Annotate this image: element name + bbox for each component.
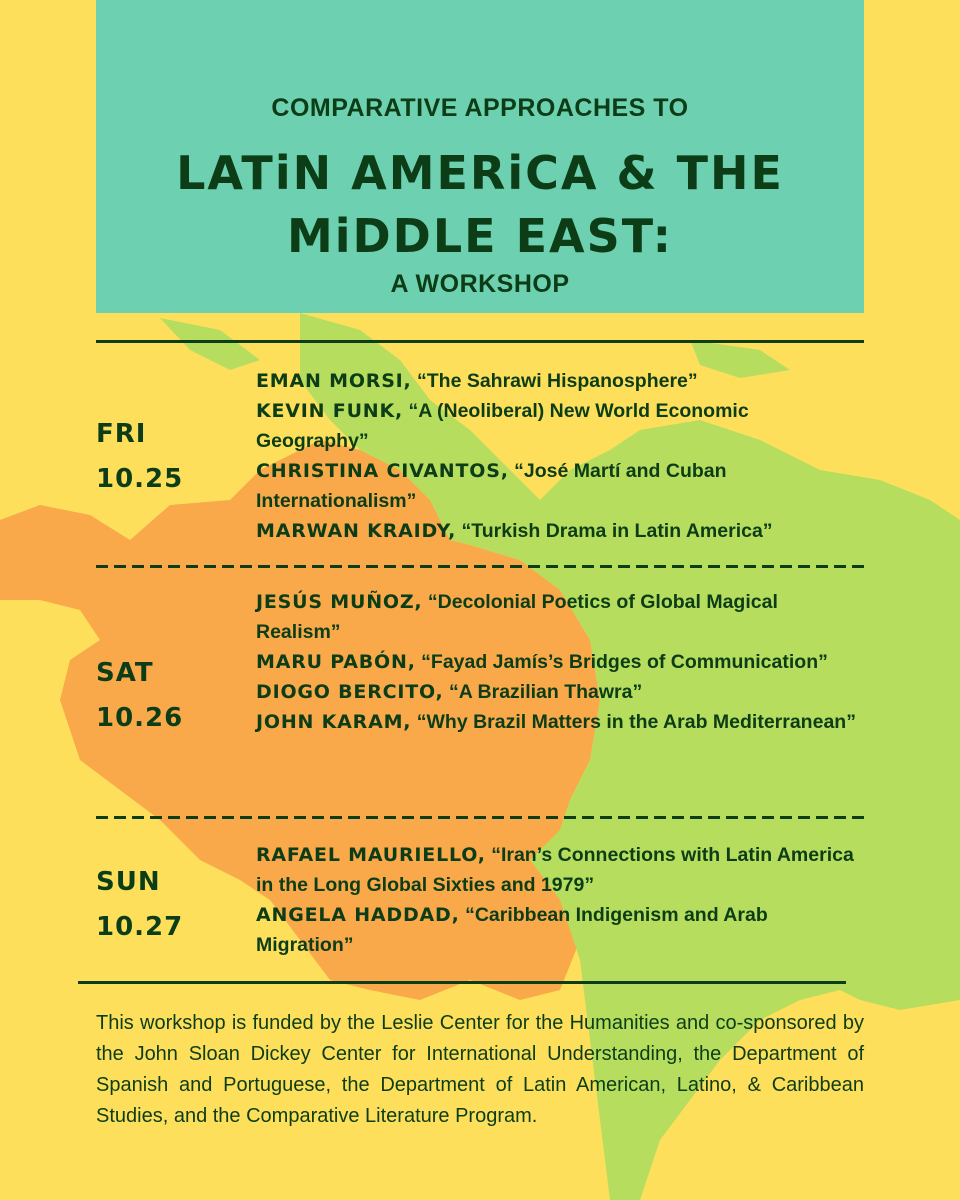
- day-label-sat: [96, 651, 183, 741]
- talk-title: “José Martí and Cuban Internationalism”: [256, 460, 727, 512]
- speaker-name: CHRISTINA CIVANTOS,: [256, 460, 509, 482]
- top-divider: [96, 340, 864, 343]
- header-title-line2: MiDDLE EAST:: [286, 209, 674, 263]
- header-kicker: COMPARATIVE APPROACHES TO: [271, 94, 689, 122]
- speaker-name: JOHN KARAM,: [256, 711, 412, 733]
- day-date: 10.25: [96, 464, 184, 494]
- speaker-name: ANGELA HADDAD,: [256, 904, 460, 926]
- day-date: 10.26: [96, 703, 184, 733]
- talk-title: “A Brazilian Thawra”: [449, 681, 643, 703]
- talk-item: [256, 707, 866, 737]
- talk-item: [256, 456, 866, 516]
- day-date: 10.27: [96, 912, 184, 942]
- talk-list-fri: [256, 366, 866, 546]
- talk-list-sat: [256, 587, 866, 737]
- talk-item: [256, 900, 866, 960]
- bottom-divider: [78, 981, 846, 984]
- talk-item: [256, 840, 866, 900]
- header-banner: [96, 0, 864, 313]
- talk-item: [256, 366, 866, 396]
- talk-item: [256, 587, 866, 647]
- green-landmass-caribbean: [160, 318, 260, 370]
- talk-item: [256, 677, 866, 707]
- day-name: SAT: [96, 658, 154, 688]
- speaker-name: JESÚS MUÑOZ,: [256, 591, 423, 613]
- header-subtitle: A WORKSHOP: [390, 270, 570, 298]
- talk-item: [256, 516, 866, 546]
- speaker-name: MARU PABÓN,: [256, 651, 416, 673]
- day-name: FRI: [96, 419, 147, 449]
- talk-title: “A (Neoliberal) New World Economic Geography”: [256, 400, 749, 452]
- talk-title: “Turkish Drama in Latin America”: [461, 520, 773, 542]
- talk-title: “Fayad Jamís’s Bridges of Communication”: [421, 651, 828, 673]
- talk-list-sun: [256, 840, 866, 960]
- speaker-name: RAFAEL MAURIELLO,: [256, 844, 486, 866]
- talk-item: [256, 396, 866, 456]
- speaker-name: MARWAN KRAIDY,: [256, 520, 457, 542]
- talk-title: “The Sahrawi Hispanosphere”: [417, 370, 698, 392]
- speaker-name: KEVIN FUNK,: [256, 400, 404, 422]
- talk-title: “Caribbean Indigenism and Arab Migration”: [256, 904, 768, 956]
- talk-title: “Iran’s Connections with Latin America in the Long Global Sixties and 1979”: [256, 844, 854, 896]
- talk-title: “Decolonial Poetics of Global Magical Realism”: [256, 591, 778, 643]
- talk-item: [256, 647, 866, 677]
- dashed-divider: [96, 816, 864, 819]
- header-title-line1: LATiN AMERiCA & THE: [176, 146, 784, 200]
- day-name: SUN: [96, 867, 161, 897]
- speaker-name: DIOGO BERCITO,: [256, 681, 444, 703]
- dashed-divider: [96, 565, 864, 568]
- day-label-sun: [96, 860, 183, 950]
- speaker-name: EMAN MORSI,: [256, 370, 412, 392]
- talk-title: “Why Brazil Matters in the Arab Mediterranean”: [416, 711, 856, 733]
- day-label-fri: [96, 412, 183, 502]
- footer-sponsorship-note: This workshop is funded by the Leslie Center for the Humanities and co-sponsored by the John Sloan Dickey Center for International Understanding, the Department of Spanish and Portuguese, the Department of Latin American, Latino, & Caribbean Studies, and the Comparative Literature Program.: [96, 1012, 864, 1127]
